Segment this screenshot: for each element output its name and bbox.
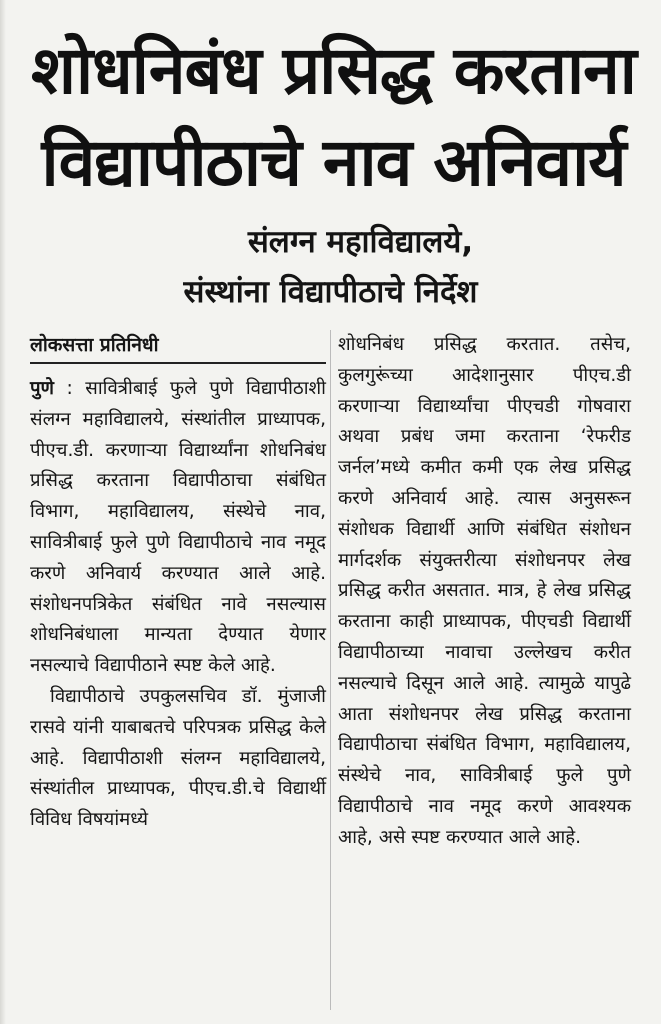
dateline: पुणे (30, 378, 55, 399)
page-edge-shadow (0, 0, 6, 1024)
article-paragraph-3: शोधनिबंध प्रसिद्ध करतात. तसेच, कुलगुरूंच्या आदेशानुसार पीएच.डी करणाऱ्या विद्यार्थ्यांचा पीएचडी गोषवारा अथवा प्रबंध जमा करताना ‘रेफरीड जर्नल’मध्ये कमीत कमी एक लेख प्रसिद्ध करणे अनिवार्य आहे. त्यास अनुसरून संशोधक विद्यार्थी आणि संबंधित संशोधन मार्गदर्शक संयुक्तरीत्या संशोधनपर लेख प्रसिद्ध करीत असतात. मात्र, हे लेख प्रसिद्ध करताना काही प्राध्यापक, पीएचडी विद्यार्थी विद्यापीठाच्या नावाचा उल्लेखच करीत नसल्याचे दिसून आले आहे. त्यामुळे यापुढे आता संशोधनपर लेख प्रसिद्ध करताना विद्यापीठाचा संबंधित विभाग, महाविद्यालय, संस्थेचे नाव, सावित्रीबाई फुले पुणे विद्यापीठाचे नाव नमूद करणे आवश्यक आहे, असे स्पष्ट करण्यात आले आहे. (338, 334, 631, 848)
paragraph-1-text: : सावित्रीबाई फुले पुणे विद्यापीठाशी संलग्न महाविद्यालये, संस्थांतील प्राध्यापक, पीएच.डी. करणाऱ्या विद्यार्थ्यांना शोधनिबंध प्रसिद्ध करताना विद्यापीठाचा संबंधित विभाग, महाविद्यालय, संस्थेचे नाव, सावित्रीबाई फुले पुणे विद्यापीठाचे नाव नमूद करणे अनिवार्य करण्यात आले आहे. संशोधनपत्रिकेत संबंधित नावे नसल्यास शोधनिबंधाला मान्यता देण्यात येणार नसल्याचे विद्यापीठाने स्पष्ट केले आहे. (30, 378, 326, 677)
article-paragraph-1 (30, 374, 326, 682)
article-column-left (30, 330, 326, 836)
article-column-right (338, 330, 631, 854)
byline: लोकसत्ता प्रतिनिधी (30, 330, 326, 364)
column-divider (330, 330, 331, 1010)
subheadline-line-2: संस्थांना विद्यापीठाचे निर्देश (183, 274, 478, 310)
headline-line-1: शोधनिबंध प्रसिद्ध करताना (31, 32, 636, 109)
article-paragraph-2: विद्यापीठाचे उपकुलसचिव डॉ. मुंजाजी रासवे यांनी याबाबतचे परिपत्रक प्रसिद्ध केले आहे. विद्यापीठाशी संलग्न महाविद्यालये, संस्थांतील प्राध्यापक, पीएच.डी.चे विद्यार्थी विविध विषयांमध्ये (30, 685, 326, 831)
subheadline-line-1: संलग्न महाविद्यालये, (247, 224, 474, 260)
headline-line-2: विद्यापीठाचे नाव अनिवार्य (41, 124, 626, 201)
